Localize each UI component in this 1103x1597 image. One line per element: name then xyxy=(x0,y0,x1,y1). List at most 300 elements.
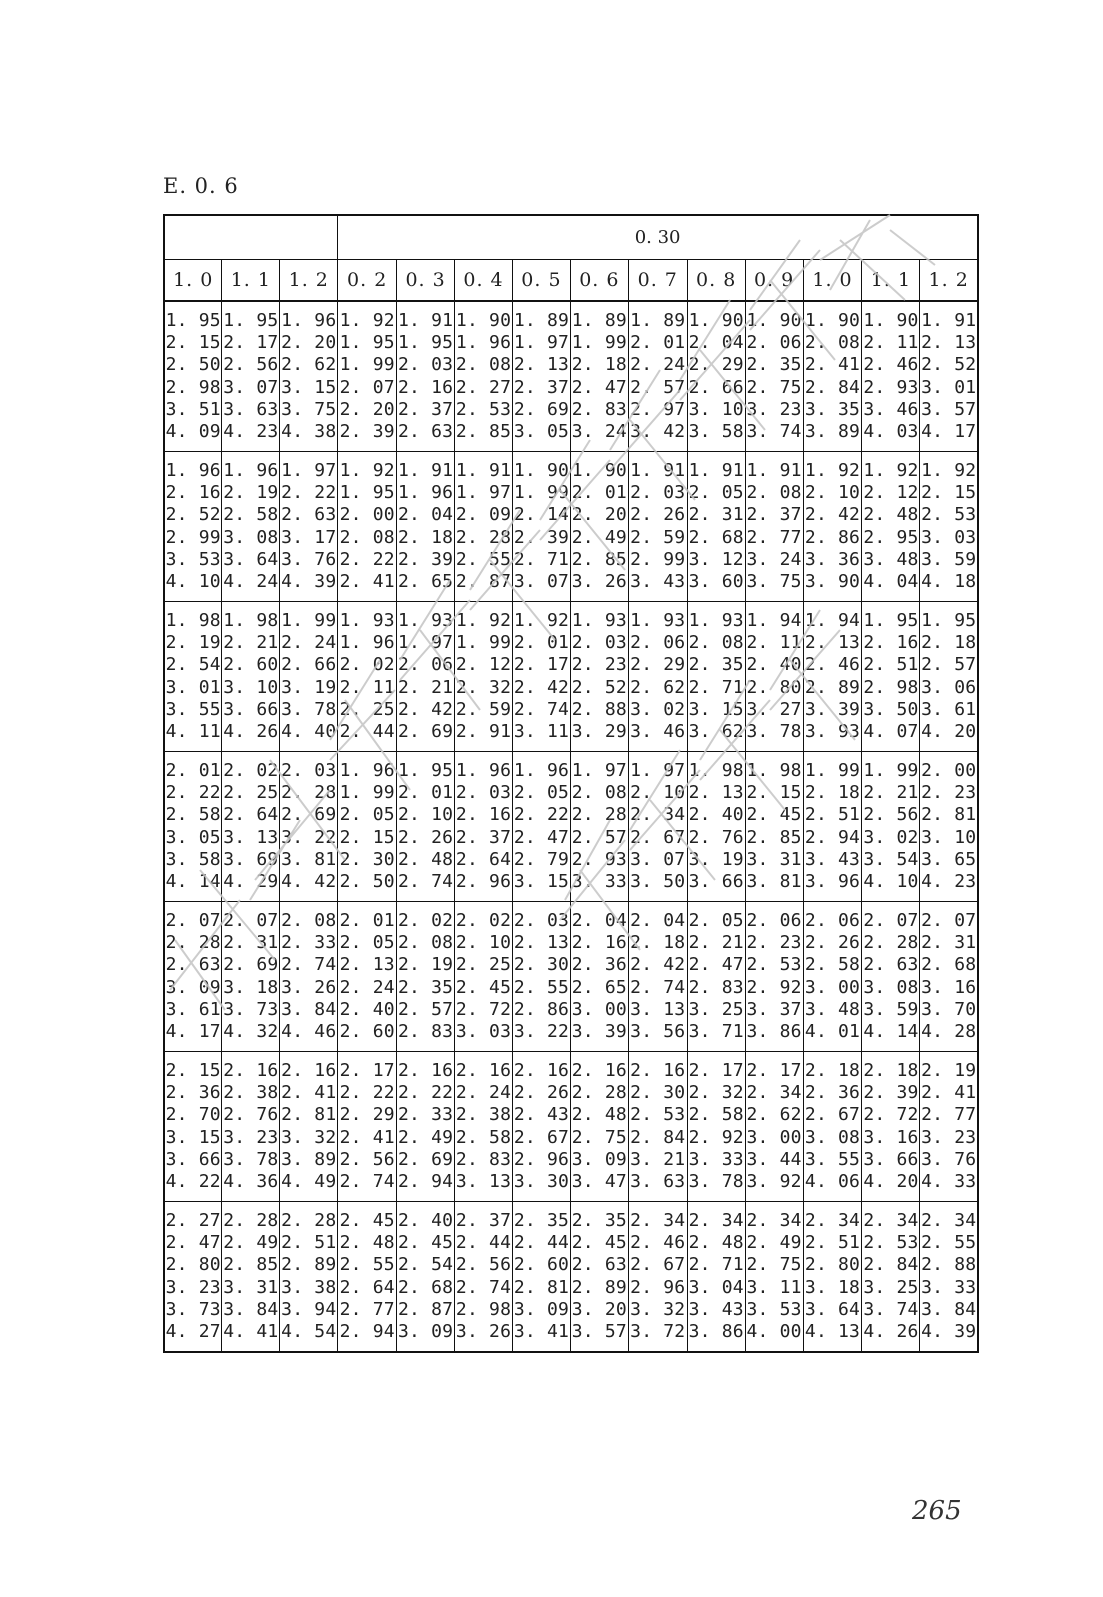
table-cell xyxy=(512,301,570,452)
cell-value: 2. 91 xyxy=(455,720,512,742)
table-row xyxy=(164,301,978,452)
table-row xyxy=(164,902,978,1052)
cell-value: 4. 06 xyxy=(804,1170,861,1192)
cell-value: 2. 60 xyxy=(513,1254,570,1276)
table-cell xyxy=(570,902,628,1052)
cell-value: 2. 66 xyxy=(281,654,337,676)
cell-value: 1. 89 xyxy=(630,309,686,331)
cell-value: 1. 94 xyxy=(746,609,802,631)
cell-value: 4. 33 xyxy=(921,1170,977,1192)
cell-value: 2. 45 xyxy=(455,976,512,998)
cell-value: 2. 59 xyxy=(455,698,512,720)
cell-value: 2. 03 xyxy=(398,354,454,376)
table-cell xyxy=(803,1052,862,1202)
table-cell xyxy=(280,902,338,1052)
cell-value: 2. 20 xyxy=(571,504,627,526)
table-row xyxy=(164,602,978,752)
cell-value: 2. 53 xyxy=(921,504,977,526)
cell-value: 1. 92 xyxy=(513,609,570,631)
cell-value: 2. 89 xyxy=(281,1254,337,1276)
table-cell xyxy=(164,1202,222,1353)
table-cell xyxy=(164,752,222,902)
cell-value: 2. 34 xyxy=(921,1209,977,1231)
cell-value: 2. 39 xyxy=(339,420,395,442)
cell-value: 2. 60 xyxy=(339,1020,395,1042)
cell-value: 2. 32 xyxy=(455,676,512,698)
cell-value: 2. 46 xyxy=(804,654,861,676)
cell-value: 2. 05 xyxy=(688,909,744,931)
cell-value: 2. 92 xyxy=(688,1126,744,1148)
cell-value: 2. 43 xyxy=(513,1104,570,1126)
cell-value: 4. 09 xyxy=(165,420,221,442)
table-cell xyxy=(455,602,513,752)
cell-value: 1. 98 xyxy=(223,609,279,631)
cell-value: 2. 51 xyxy=(863,654,919,676)
cell-value: 2. 96 xyxy=(630,1276,686,1298)
cell-value: 2. 03 xyxy=(630,482,686,504)
cell-value: 2. 03 xyxy=(513,909,570,931)
cell-value: 2. 53 xyxy=(630,1104,686,1126)
table-cell xyxy=(745,902,803,1052)
column-header-cell: 1. 2 xyxy=(280,260,338,302)
cell-value: 2. 35 xyxy=(513,1209,570,1231)
cell-value: 4. 10 xyxy=(863,870,919,892)
cell-value: 2. 58 xyxy=(165,804,221,826)
cell-value: 2. 48 xyxy=(863,504,919,526)
cell-value: 3. 03 xyxy=(921,526,977,548)
cell-value: 3. 00 xyxy=(571,998,627,1020)
cell-value: 3. 11 xyxy=(513,720,570,742)
cell-value: 3. 48 xyxy=(804,998,861,1020)
cell-value: 1. 91 xyxy=(921,309,977,331)
table-cell xyxy=(862,602,920,752)
cell-value: 2. 94 xyxy=(339,1320,395,1342)
table-cell xyxy=(338,1202,397,1353)
cell-value: 2. 05 xyxy=(513,782,570,804)
cell-value: 2. 10 xyxy=(455,932,512,954)
cell-value: 3. 93 xyxy=(804,720,861,742)
cell-value: 3. 39 xyxy=(571,1020,627,1042)
table-cell xyxy=(920,602,978,752)
cell-value: 2. 96 xyxy=(455,870,512,892)
cell-value: 4. 17 xyxy=(165,1020,221,1042)
column-header-row xyxy=(164,260,978,302)
cell-value: 1. 99 xyxy=(281,609,337,631)
cell-value: 3. 29 xyxy=(571,720,627,742)
cell-value: 3. 06 xyxy=(921,676,977,698)
cell-value: 3. 86 xyxy=(746,1020,802,1042)
cell-value: 2. 21 xyxy=(688,932,744,954)
cell-value: 2. 69 xyxy=(398,720,454,742)
cell-value: 2. 81 xyxy=(513,1276,570,1298)
table-cell xyxy=(920,452,978,602)
cell-value: 2. 41 xyxy=(281,1082,337,1104)
cell-value: 2. 29 xyxy=(630,654,686,676)
table-cell xyxy=(222,752,280,902)
table-cell xyxy=(164,452,222,602)
cell-value: 2. 26 xyxy=(630,504,686,526)
cell-value: 3. 54 xyxy=(863,848,919,870)
table-cell xyxy=(628,452,687,602)
cell-value: 2. 15 xyxy=(921,482,977,504)
cell-value: 2. 18 xyxy=(630,932,686,954)
cell-value: 4. 14 xyxy=(165,870,221,892)
cell-value: 3. 66 xyxy=(688,870,744,892)
table-cell xyxy=(512,752,570,902)
cell-value: 2. 42 xyxy=(513,676,570,698)
table-cell xyxy=(512,452,570,602)
cell-value: 2. 24 xyxy=(339,976,395,998)
cell-value: 2. 12 xyxy=(863,482,919,504)
column-header-cell: 0. 6 xyxy=(570,260,628,302)
table-cell xyxy=(803,1202,862,1353)
cell-value: 3. 32 xyxy=(630,1298,686,1320)
table-cell xyxy=(222,902,280,1052)
cell-value: 3. 16 xyxy=(921,976,977,998)
cell-value: 2. 35 xyxy=(571,1209,627,1231)
column-header-cell: 0. 8 xyxy=(687,260,745,302)
table-row xyxy=(164,452,978,602)
cell-value: 3. 16 xyxy=(863,1126,919,1148)
cell-value: 2. 41 xyxy=(921,1082,977,1104)
cell-value: 2. 74 xyxy=(455,1276,512,1298)
cell-value: 2. 16 xyxy=(165,482,221,504)
cell-value: 3. 63 xyxy=(223,398,279,420)
cell-value: 1. 96 xyxy=(339,632,395,654)
cell-value: 2. 34 xyxy=(863,1209,919,1231)
cell-value: 2. 19 xyxy=(921,1059,977,1081)
table-cell xyxy=(862,301,920,452)
cell-value: 2. 44 xyxy=(339,720,395,742)
cell-value: 4. 22 xyxy=(165,1170,221,1192)
cell-value: 2. 04 xyxy=(398,504,454,526)
cell-value: 2. 30 xyxy=(630,1082,686,1104)
cell-value: 2. 08 xyxy=(339,526,395,548)
cell-value: 2. 22 xyxy=(339,1082,395,1104)
cell-value: 3. 02 xyxy=(863,826,919,848)
cell-value: 4. 17 xyxy=(921,420,977,442)
cell-value: 3. 64 xyxy=(223,548,279,570)
cell-value: 1. 96 xyxy=(165,459,221,481)
cell-value: 2. 55 xyxy=(455,548,512,570)
cell-value: 2. 02 xyxy=(455,909,512,931)
cell-value: 2. 62 xyxy=(281,354,337,376)
cell-value: 2. 33 xyxy=(398,1104,454,1126)
cell-value: 2. 23 xyxy=(921,782,977,804)
cell-value: 2. 53 xyxy=(746,954,802,976)
cell-value: 2. 69 xyxy=(398,1148,454,1170)
cell-value: 2. 25 xyxy=(455,954,512,976)
cell-value: 2. 31 xyxy=(921,932,977,954)
table-cell xyxy=(280,452,338,602)
cell-value: 1. 99 xyxy=(339,782,395,804)
cell-value: 2. 64 xyxy=(223,804,279,826)
table-cell xyxy=(512,1202,570,1353)
cell-value: 1. 91 xyxy=(688,459,744,481)
table-cell xyxy=(687,452,745,602)
cell-value: 3. 94 xyxy=(281,1298,337,1320)
cell-value: 2. 44 xyxy=(455,1232,512,1254)
cell-value: 1. 94 xyxy=(804,609,861,631)
cell-value: 2. 00 xyxy=(921,759,977,781)
cell-value: 3. 26 xyxy=(571,570,627,592)
cell-value: 3. 25 xyxy=(863,1276,919,1298)
cell-value: 2. 19 xyxy=(223,482,279,504)
column-header-cell: 0. 5 xyxy=(512,260,570,302)
cell-value: 3. 09 xyxy=(398,1320,454,1342)
cell-value: 4. 07 xyxy=(863,720,919,742)
cell-value: 2. 35 xyxy=(398,976,454,998)
cell-value: 2. 63 xyxy=(571,1254,627,1276)
cell-value: 1. 96 xyxy=(339,759,395,781)
cell-value: 2. 03 xyxy=(455,782,512,804)
cell-value: 3. 57 xyxy=(571,1320,627,1342)
cell-value: 3. 24 xyxy=(746,548,802,570)
cell-value: 4. 32 xyxy=(223,1020,279,1042)
cell-value: 2. 56 xyxy=(223,354,279,376)
table-cell xyxy=(687,602,745,752)
cell-value: 3. 57 xyxy=(921,398,977,420)
cell-value: 3. 18 xyxy=(223,976,279,998)
table-cell xyxy=(222,1052,280,1202)
cell-value: 2. 33 xyxy=(281,932,337,954)
cell-value: 1. 99 xyxy=(571,332,627,354)
cell-value: 2. 67 xyxy=(513,1126,570,1148)
cell-value: 4. 13 xyxy=(804,1320,861,1342)
cell-value: 3. 13 xyxy=(223,826,279,848)
cell-value: 2. 18 xyxy=(398,526,454,548)
cell-value: 2. 34 xyxy=(688,1209,744,1231)
cell-value: 2. 08 xyxy=(746,482,802,504)
cell-value: 4. 24 xyxy=(223,570,279,592)
cell-value: 2. 26 xyxy=(804,932,861,954)
cell-value: 2. 16 xyxy=(398,1059,454,1081)
cell-value: 4. 46 xyxy=(281,1020,337,1042)
cell-value: 2. 40 xyxy=(398,1209,454,1231)
cell-value: 3. 61 xyxy=(165,998,221,1020)
cell-value: 4. 20 xyxy=(921,720,977,742)
cell-value: 3. 50 xyxy=(863,698,919,720)
cell-value: 2. 16 xyxy=(571,1059,627,1081)
cell-value: 3. 10 xyxy=(223,676,279,698)
table-cell xyxy=(397,301,455,452)
cell-value: 3. 25 xyxy=(688,998,744,1020)
table-cell xyxy=(338,602,397,752)
cell-value: 3. 33 xyxy=(688,1148,744,1170)
table-cell xyxy=(570,1202,628,1353)
cell-value: 1. 95 xyxy=(398,759,454,781)
cell-value: 2. 01 xyxy=(339,909,395,931)
cell-value: 2. 28 xyxy=(571,1082,627,1104)
cell-value: 2. 63 xyxy=(281,504,337,526)
table-row xyxy=(164,1202,978,1353)
cell-value: 4. 27 xyxy=(165,1320,221,1342)
cell-value: 3. 19 xyxy=(281,676,337,698)
cell-value: 2. 13 xyxy=(921,332,977,354)
cell-value: 2. 05 xyxy=(339,804,395,826)
cell-value: 3. 15 xyxy=(688,698,744,720)
cell-value: 4. 20 xyxy=(863,1170,919,1192)
cell-value: 2. 84 xyxy=(804,376,861,398)
cell-value: 2. 68 xyxy=(398,1276,454,1298)
cell-value: 2. 83 xyxy=(571,398,627,420)
cell-value: 3. 07 xyxy=(630,848,686,870)
cell-value: 2. 08 xyxy=(455,354,512,376)
cell-value: 3. 53 xyxy=(165,548,221,570)
cell-value: 2. 08 xyxy=(398,932,454,954)
cell-value: 2. 17 xyxy=(339,1059,395,1081)
cell-value: 2. 71 xyxy=(688,676,744,698)
cell-value: 3. 76 xyxy=(921,1148,977,1170)
cell-value: 2. 40 xyxy=(746,654,802,676)
table-cell xyxy=(628,902,687,1052)
cell-value: 2. 59 xyxy=(630,526,686,548)
cell-value: 2. 36 xyxy=(571,954,627,976)
cell-value: 3. 42 xyxy=(630,420,686,442)
table-cell xyxy=(222,1202,280,1353)
cell-value: 2. 58 xyxy=(804,954,861,976)
cell-value: 3. 23 xyxy=(746,398,802,420)
cell-value: 2. 07 xyxy=(223,909,279,931)
cell-value: 2. 02 xyxy=(339,654,395,676)
cell-value: 2. 47 xyxy=(688,954,744,976)
cell-value: 3. 73 xyxy=(223,998,279,1020)
cell-value: 2. 21 xyxy=(863,782,919,804)
cell-value: 2. 28 xyxy=(223,1209,279,1231)
page-number: 265 xyxy=(912,1496,962,1526)
cell-value: 1. 93 xyxy=(688,609,744,631)
cell-value: 4. 10 xyxy=(165,570,221,592)
cell-value: 2. 75 xyxy=(571,1126,627,1148)
cell-value: 3. 84 xyxy=(223,1298,279,1320)
table-cell xyxy=(745,452,803,602)
cell-value: 3. 31 xyxy=(223,1276,279,1298)
cell-value: 1. 95 xyxy=(165,309,221,331)
cell-value: 2. 27 xyxy=(165,1209,221,1231)
cell-value: 3. 37 xyxy=(746,998,802,1020)
cell-value: 2. 34 xyxy=(746,1082,802,1104)
cell-value: 3. 17 xyxy=(281,526,337,548)
table-cell xyxy=(628,301,687,452)
table-cell xyxy=(745,1202,803,1353)
cell-value: 2. 88 xyxy=(571,698,627,720)
cell-value: 2. 22 xyxy=(513,804,570,826)
cell-value: 2. 16 xyxy=(223,1059,279,1081)
cell-value: 1. 96 xyxy=(223,459,279,481)
cell-value: 1. 95 xyxy=(223,309,279,331)
table-cell xyxy=(397,752,455,902)
cell-value: 2. 18 xyxy=(804,1059,861,1081)
cell-value: 2. 04 xyxy=(630,909,686,931)
cell-value: 2. 25 xyxy=(339,698,395,720)
cell-value: 3. 66 xyxy=(165,1148,221,1170)
cell-value: 2. 57 xyxy=(630,376,686,398)
cell-value: 2. 06 xyxy=(804,909,861,931)
cell-value: 2. 05 xyxy=(339,932,395,954)
cell-value: 2. 01 xyxy=(513,632,570,654)
cell-value: 2. 28 xyxy=(863,932,919,954)
cell-value: 2. 65 xyxy=(398,570,454,592)
cell-value: 2. 38 xyxy=(223,1082,279,1104)
cell-value: 1. 97 xyxy=(281,459,337,481)
cell-value: 2. 57 xyxy=(398,998,454,1020)
cell-value: 2. 16 xyxy=(455,1059,512,1081)
cell-value: 2. 26 xyxy=(513,1082,570,1104)
cell-value: 3. 89 xyxy=(804,420,861,442)
cell-value: 3. 51 xyxy=(165,398,221,420)
cell-value: 2. 49 xyxy=(571,526,627,548)
cell-value: 2. 42 xyxy=(804,504,861,526)
table-cell xyxy=(338,902,397,1052)
cell-value: 2. 06 xyxy=(746,332,802,354)
cell-value: 3. 00 xyxy=(746,1126,802,1148)
cell-value: 3. 43 xyxy=(804,848,861,870)
table-cell xyxy=(862,1202,920,1353)
cell-value: 1. 99 xyxy=(513,482,570,504)
cell-value: 3. 27 xyxy=(746,698,802,720)
cell-value: 2. 63 xyxy=(165,954,221,976)
cell-value: 3. 30 xyxy=(513,1170,570,1192)
cell-value: 2. 23 xyxy=(571,654,627,676)
table-cell xyxy=(803,602,862,752)
cell-value: 1. 92 xyxy=(455,609,512,631)
cell-value: 2. 01 xyxy=(571,482,627,504)
cell-value: 3. 38 xyxy=(281,1276,337,1298)
cell-value: 2. 07 xyxy=(921,909,977,931)
cell-value: 1. 98 xyxy=(688,759,744,781)
cell-value: 2. 54 xyxy=(165,654,221,676)
cell-value: 2. 66 xyxy=(688,376,744,398)
cell-value: 2. 55 xyxy=(921,1232,977,1254)
cell-value: 2. 35 xyxy=(746,354,802,376)
cell-value: 2. 02 xyxy=(398,909,454,931)
cell-value: 2. 51 xyxy=(281,1232,337,1254)
cell-value: 2. 53 xyxy=(863,1232,919,1254)
cell-value: 2. 45 xyxy=(746,804,802,826)
table-cell xyxy=(687,1052,745,1202)
cell-value: 1. 90 xyxy=(513,459,570,481)
cell-value: 3. 59 xyxy=(863,998,919,1020)
column-header-cell: 0. 9 xyxy=(745,260,803,302)
cell-value: 2. 34 xyxy=(630,1209,686,1231)
cell-value: 2. 89 xyxy=(804,676,861,698)
cell-value: 3. 86 xyxy=(688,1320,744,1342)
cell-value: 2. 85 xyxy=(223,1254,279,1276)
cell-value: 2. 98 xyxy=(165,376,221,398)
cell-value: 2. 65 xyxy=(571,976,627,998)
cell-value: 1. 90 xyxy=(804,309,861,331)
cell-value: 2. 52 xyxy=(165,504,221,526)
cell-value: 2. 13 xyxy=(513,354,570,376)
cell-value: 2. 48 xyxy=(688,1232,744,1254)
cell-value: 2. 19 xyxy=(398,954,454,976)
cell-value: 2. 98 xyxy=(455,1298,512,1320)
cell-value: 2. 11 xyxy=(339,676,395,698)
cell-value: 2. 81 xyxy=(921,804,977,826)
cell-value: 2. 40 xyxy=(688,804,744,826)
cell-value: 4. 00 xyxy=(746,1320,802,1342)
table-cell xyxy=(222,301,280,452)
cell-value: 3. 08 xyxy=(863,976,919,998)
table-caption: E. 0. 6 xyxy=(163,174,239,198)
cell-value: 1. 97 xyxy=(571,759,627,781)
cell-value: 2. 20 xyxy=(281,332,337,354)
cell-value: 2. 08 xyxy=(571,782,627,804)
cell-value: 2. 56 xyxy=(339,1148,395,1170)
cell-value: 4. 39 xyxy=(921,1320,977,1342)
cell-value: 2. 28 xyxy=(281,1209,337,1231)
cell-value: 3. 60 xyxy=(688,570,744,592)
